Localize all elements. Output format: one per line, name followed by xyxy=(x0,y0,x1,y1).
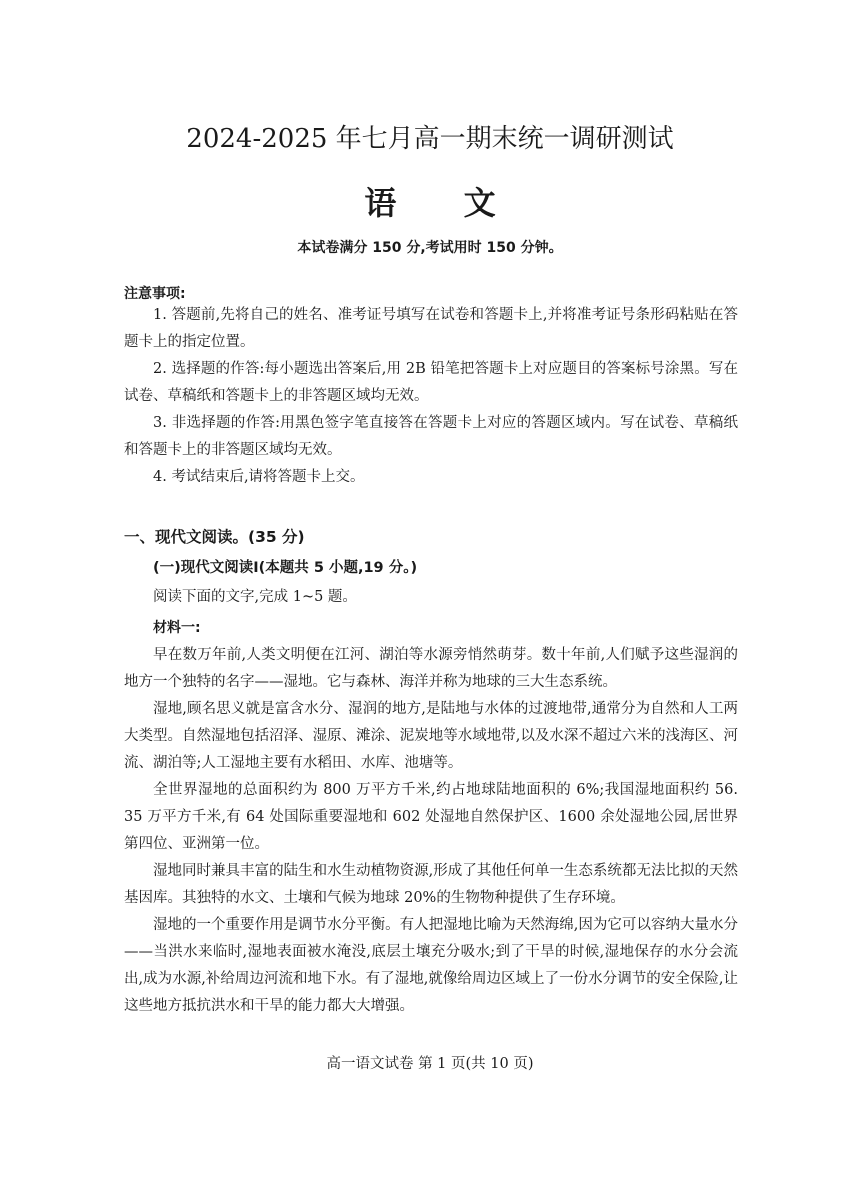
subsection-heading: (一)现代文阅读Ⅰ(本题共 5 小题,19 分。) xyxy=(153,560,418,576)
section-heading: 一、现代文阅读。(35 分) xyxy=(124,528,305,546)
notice-item: 4. 考试结束后,请将答题卡上交。 xyxy=(153,469,365,485)
material-paragraph: 湿地,顾名思义就是富含水分、湿润的地方,是陆地与水体的过渡地带,通常分为自然和人工两大类型。自然湿地包括沼泽、湿原、滩涂、泥炭地等水域地带,以及水深不超过六米的浅海区、河流、湖泊等;人工湿地主要有水稻田、水库、池塘等。 xyxy=(124,701,738,771)
material-text xyxy=(124,642,738,1020)
material-paragraph: 湿地同时兼具丰富的陆生和水生动植物资源,形成了其他任何单一生态系统都无法比拟的天然基因库。其独特的水文、土壤和气候为地球 20%的生物物种提供了生存环境。 xyxy=(124,863,738,906)
notice-item: 3. 非选择题的作答:用黑色签字笔直接答在答题卡上对应的答题区域内。写在试卷、草稿纸和答题卡上的非答题区域均无效。 xyxy=(124,415,738,458)
reading-instruction: 阅读下面的文字,完成 1~5 题。 xyxy=(153,589,357,605)
notice-heading: 注意事项: xyxy=(124,286,186,302)
material-paragraph: 湿地的一个重要作用是调节水分平衡。有人把湿地比喻为天然海绵,因为它可以容纳大量水分——当洪水来临时,湿地表面被水淹没,底层土壤充分吸水;到了干旱的时候,湿地保存的水分会流出,成为水源,补给周边河流和地下水。有了湿地,就像给周边区域上了一份水分调节的安全保险,让这些地方抵抗洪水和干旱的能力都大大增强。 xyxy=(124,917,738,1014)
notice-item: 1. 答题前,先将自己的姓名、准考证号填写在试卷和答题卡上,并将准考证号条形码粘贴在答题卡上的指定位置。 xyxy=(124,307,738,350)
notice-list xyxy=(124,302,738,491)
material-paragraph: 早在数万年前,人类文明便在江河、湖泊等水源旁悄然萌芽。数十年前,人们赋予这些湿润的地方一个独特的名字——湿地。它与森林、海洋并称为地球的三大生态系统。 xyxy=(124,647,738,690)
exam-info: 本试卷满分 150 分,考试用时 150 分钟。 xyxy=(297,240,563,256)
page-footer: 高一语文试卷 第 1 页(共 10 页) xyxy=(326,1056,534,1072)
material-paragraph: 全世界湿地的总面积约为 800 万平方千米,约占地球陆地面积的 6%;我国湿地面积约 56. 35 万平方千米,有 64 处国际重要湿地和 602 处湿地自然保护区、1600 余处湿地公园,居世界第四位、亚洲第一位。 xyxy=(124,782,738,852)
material-label: 材料一: xyxy=(153,620,201,636)
subject-title: 语 文 xyxy=(364,184,524,222)
exam-title: 2024-2025 年七月高一期末统一调研测试 xyxy=(186,124,674,154)
notice-item: 2. 选择题的作答:每小题选出答案后,用 2B 铅笔把答题卡上对应题目的答案标号涂黑。写在试卷、草稿纸和答题卡上的非答题区域均无效。 xyxy=(124,361,738,404)
